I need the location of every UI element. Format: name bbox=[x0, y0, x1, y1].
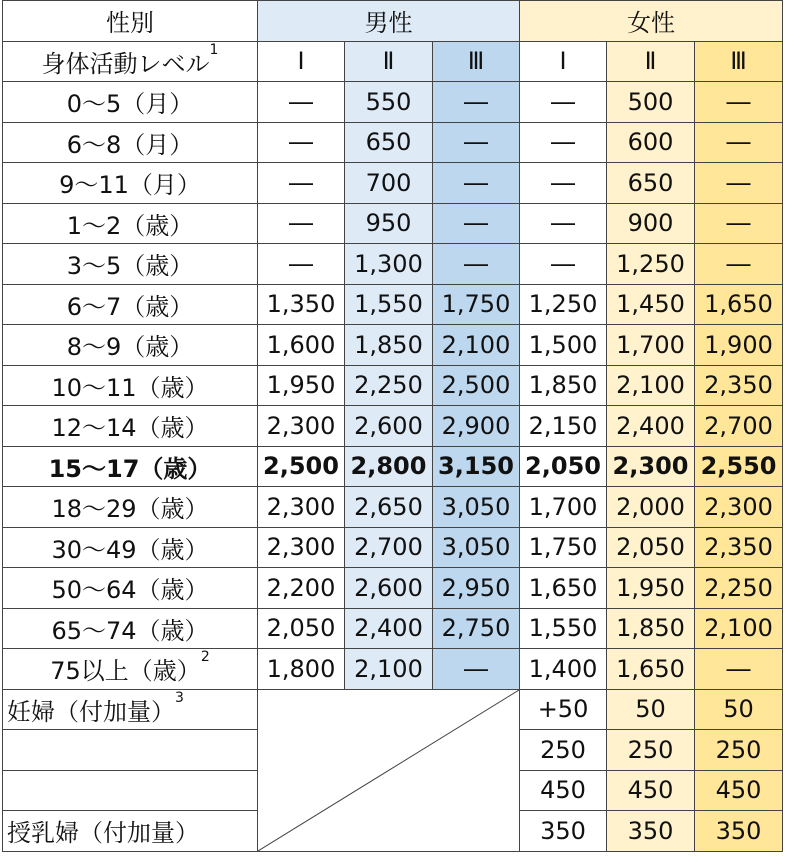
age-cell: 9～11（月） bbox=[3, 163, 258, 204]
value-cell: 2,500 bbox=[433, 365, 520, 406]
table-row bbox=[3, 82, 783, 123]
value-cell: 2,800 bbox=[345, 446, 433, 487]
value-cell: 1,950 bbox=[258, 365, 345, 406]
value-cell: 900 bbox=[607, 203, 695, 244]
table-row bbox=[3, 163, 783, 204]
value-cell: 2,350 bbox=[695, 365, 783, 406]
value-cell: 50 bbox=[695, 689, 783, 730]
value-cell: 1,750 bbox=[520, 527, 607, 568]
value-cell: 500 bbox=[607, 82, 695, 123]
table-row bbox=[3, 568, 783, 609]
value-cell: ― bbox=[520, 244, 607, 285]
value-cell: 1,850 bbox=[520, 365, 607, 406]
value-cell: 2,300 bbox=[258, 487, 345, 528]
value-cell: 2,100 bbox=[607, 365, 695, 406]
value-cell: 2,300 bbox=[258, 527, 345, 568]
value-cell: 1,400 bbox=[520, 649, 607, 690]
table-row bbox=[3, 487, 783, 528]
value-cell: ― bbox=[433, 244, 520, 285]
male-level-1: Ⅰ bbox=[258, 41, 345, 82]
value-cell: ― bbox=[695, 649, 783, 690]
table-row bbox=[3, 284, 783, 325]
value-cell: 2,900 bbox=[433, 406, 520, 447]
value-cell: 1,350 bbox=[258, 284, 345, 325]
age-cell: 8～9（歳） bbox=[3, 325, 258, 366]
value-cell: 2,300 bbox=[695, 487, 783, 528]
empty-label-cell bbox=[3, 730, 258, 771]
male-level-2: Ⅱ bbox=[345, 41, 433, 82]
value-cell: ― bbox=[258, 82, 345, 123]
value-cell: 2,250 bbox=[345, 365, 433, 406]
value-cell: 2,950 bbox=[433, 568, 520, 609]
value-cell: 2,050 bbox=[607, 527, 695, 568]
value-cell: 3,050 bbox=[433, 487, 520, 528]
value-cell: 1,550 bbox=[520, 608, 607, 649]
value-cell: 50 bbox=[607, 689, 695, 730]
value-cell: 1,450 bbox=[607, 284, 695, 325]
value-cell: ― bbox=[520, 82, 607, 123]
value-cell: 450 bbox=[695, 770, 783, 811]
value-cell: 2,250 bbox=[695, 568, 783, 609]
value-cell: 350 bbox=[607, 811, 695, 852]
female-level-3: Ⅲ bbox=[695, 41, 783, 82]
value-cell: 1,700 bbox=[607, 325, 695, 366]
table-row bbox=[3, 608, 783, 649]
value-cell: 1,550 bbox=[345, 284, 433, 325]
value-cell: 450 bbox=[520, 770, 607, 811]
value-cell: 1,950 bbox=[607, 568, 695, 609]
value-cell: 1,650 bbox=[695, 284, 783, 325]
age-cell: 3～5（歳） bbox=[3, 244, 258, 285]
value-cell: 2,150 bbox=[520, 406, 607, 447]
value-cell: 2,750 bbox=[433, 608, 520, 649]
value-cell: 2,600 bbox=[345, 406, 433, 447]
value-cell: 3,050 bbox=[433, 527, 520, 568]
value-cell: 3,150 bbox=[433, 446, 520, 487]
value-cell: 2,400 bbox=[607, 406, 695, 447]
value-cell: ― bbox=[433, 649, 520, 690]
age-label: 75以上（歳） bbox=[50, 657, 201, 686]
value-cell: 550 bbox=[345, 82, 433, 123]
value-cell: 2,100 bbox=[433, 325, 520, 366]
age-cell: 10～11（歳） bbox=[3, 365, 258, 406]
value-cell: ― bbox=[520, 122, 607, 163]
value-cell: 450 bbox=[607, 770, 695, 811]
pregnant-label: 妊婦（付加量） bbox=[7, 697, 175, 726]
value-cell: 1,850 bbox=[607, 608, 695, 649]
value-cell: ― bbox=[258, 163, 345, 204]
value-cell: ― bbox=[695, 163, 783, 204]
header-row-sex bbox=[3, 1, 783, 42]
footnote-3: 3 bbox=[175, 689, 184, 706]
value-cell: 1,800 bbox=[258, 649, 345, 690]
value-cell: 600 bbox=[607, 122, 695, 163]
age-cell: 6～8（月） bbox=[3, 122, 258, 163]
table-row bbox=[3, 406, 783, 447]
value-cell: 250 bbox=[520, 730, 607, 771]
female-level-1: Ⅰ bbox=[520, 41, 607, 82]
value-cell: 1,850 bbox=[345, 325, 433, 366]
value-cell: 2,100 bbox=[345, 649, 433, 690]
table-row bbox=[3, 203, 783, 244]
value-cell: 2,050 bbox=[258, 608, 345, 649]
value-cell: ― bbox=[695, 244, 783, 285]
value-cell: 2,300 bbox=[607, 446, 695, 487]
empty-label-cell bbox=[3, 770, 258, 811]
female-header: 女性 bbox=[520, 1, 783, 42]
value-cell: 250 bbox=[607, 730, 695, 771]
value-cell: ― bbox=[433, 163, 520, 204]
value-cell: ― bbox=[433, 82, 520, 123]
value-cell: 2,100 bbox=[695, 608, 783, 649]
value-cell: 350 bbox=[695, 811, 783, 852]
male-header: 男性 bbox=[258, 1, 520, 42]
value-cell: 1,250 bbox=[520, 284, 607, 325]
value-cell: 250 bbox=[695, 730, 783, 771]
value-cell: 2,050 bbox=[520, 446, 607, 487]
value-cell: +50 bbox=[520, 689, 607, 730]
value-cell: ― bbox=[433, 203, 520, 244]
value-cell: 950 bbox=[345, 203, 433, 244]
value-cell: 2,000 bbox=[607, 487, 695, 528]
value-cell: ― bbox=[695, 122, 783, 163]
footnote-1: 1 bbox=[209, 41, 219, 58]
value-cell: ― bbox=[258, 244, 345, 285]
age-cell: 0～5（月） bbox=[3, 82, 258, 123]
age-cell: 15～17（歳） bbox=[3, 446, 258, 487]
value-cell: 1,600 bbox=[258, 325, 345, 366]
age-cell bbox=[3, 649, 258, 690]
lactating-label: 授乳婦（付加量） bbox=[3, 811, 258, 852]
value-cell: 650 bbox=[607, 163, 695, 204]
value-cell: 650 bbox=[345, 122, 433, 163]
energy-requirements-table bbox=[2, 0, 783, 852]
value-cell: 1,500 bbox=[520, 325, 607, 366]
value-cell: 1,300 bbox=[345, 244, 433, 285]
value-cell: 1,700 bbox=[520, 487, 607, 528]
value-cell: ― bbox=[433, 122, 520, 163]
header-row-activity bbox=[3, 41, 783, 82]
age-cell: 65～74（歳） bbox=[3, 608, 258, 649]
value-cell: 2,350 bbox=[695, 527, 783, 568]
value-cell: 350 bbox=[520, 811, 607, 852]
age-cell: 1～2（歳） bbox=[3, 203, 258, 244]
pregnant-row bbox=[3, 689, 783, 730]
value-cell: 1,750 bbox=[433, 284, 520, 325]
value-cell: 2,500 bbox=[258, 446, 345, 487]
male-not-applicable-cell bbox=[258, 689, 520, 851]
value-cell: 1,250 bbox=[607, 244, 695, 285]
value-cell: 2,300 bbox=[258, 406, 345, 447]
value-cell: ― bbox=[258, 203, 345, 244]
value-cell: 2,550 bbox=[695, 446, 783, 487]
table-row-highlighted bbox=[3, 446, 783, 487]
value-cell: 1,900 bbox=[695, 325, 783, 366]
age-cell: 30～49（歳） bbox=[3, 527, 258, 568]
value-cell: 2,700 bbox=[345, 527, 433, 568]
value-cell: 1,650 bbox=[520, 568, 607, 609]
table-row bbox=[3, 122, 783, 163]
table-row bbox=[3, 649, 783, 690]
age-cell: 6～7（歳） bbox=[3, 284, 258, 325]
value-cell: 2,200 bbox=[258, 568, 345, 609]
activity-level-label: 身体活動レベル bbox=[41, 49, 210, 78]
value-cell: 2,400 bbox=[345, 608, 433, 649]
activity-level-header bbox=[3, 41, 258, 82]
value-cell: 2,600 bbox=[345, 568, 433, 609]
sex-header: 性別 bbox=[3, 1, 258, 42]
pregnant-label-cell bbox=[3, 689, 258, 730]
male-level-3: Ⅲ bbox=[433, 41, 520, 82]
table-row bbox=[3, 244, 783, 285]
diagonal-line bbox=[258, 690, 519, 851]
female-level-2: Ⅱ bbox=[607, 41, 695, 82]
age-cell: 18～29（歳） bbox=[3, 487, 258, 528]
value-cell: 2,650 bbox=[345, 487, 433, 528]
value-cell: ― bbox=[695, 203, 783, 244]
table-row bbox=[3, 325, 783, 366]
age-cell: 50～64（歳） bbox=[3, 568, 258, 609]
table-row bbox=[3, 365, 783, 406]
value-cell: ― bbox=[520, 203, 607, 244]
value-cell: 1,650 bbox=[607, 649, 695, 690]
value-cell: 2,700 bbox=[695, 406, 783, 447]
table-row bbox=[3, 527, 783, 568]
value-cell: ― bbox=[520, 163, 607, 204]
age-cell: 12～14（歳） bbox=[3, 406, 258, 447]
value-cell: ― bbox=[258, 122, 345, 163]
value-cell: 700 bbox=[345, 163, 433, 204]
value-cell: ― bbox=[695, 82, 783, 123]
footnote-2: 2 bbox=[200, 649, 210, 666]
